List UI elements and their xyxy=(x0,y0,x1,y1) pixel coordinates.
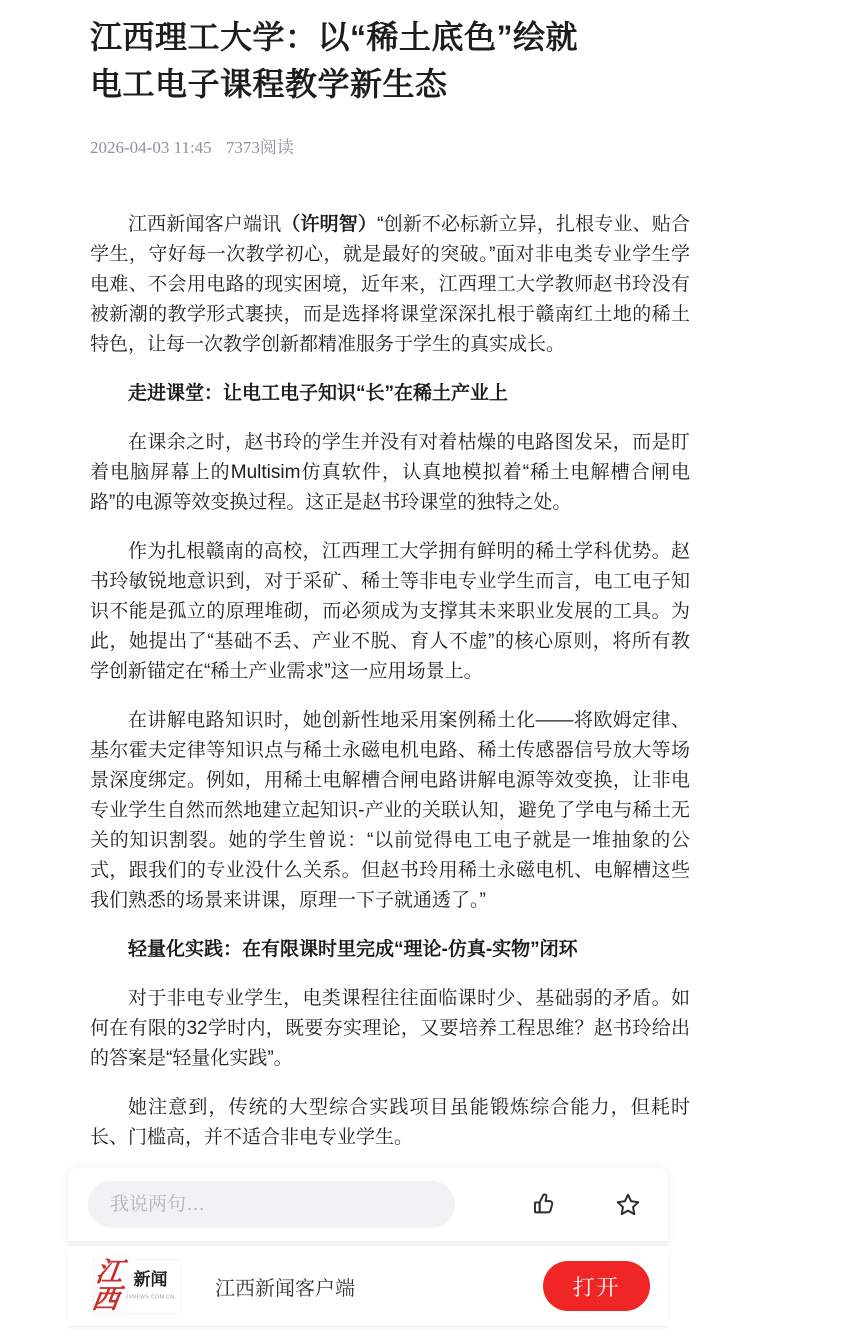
publish-datetime: 2026-04-03 11:45 xyxy=(90,138,212,157)
section-heading-2: 轻量化实践：在有限课时里完成“理论-仿真-实物”闭环 xyxy=(128,939,578,960)
paragraph1-author: （许明智） xyxy=(281,214,378,235)
article-paragraph: 对于非电专业学生，电类课程往往面临课时少、基础弱的矛盾。如何在有限的32学时内，既要夯实理论，又要培养工程思维？赵书玲给出的答案是“轻量化实践”。 xyxy=(90,988,690,1069)
logo-text-red: 江西 xyxy=(89,1257,123,1314)
star-icon xyxy=(614,1191,642,1219)
logo-text-dark: 新闻 xyxy=(133,1270,168,1290)
paragraph1-rest: “创新不必标新立异，扎根专业、贴合学生，守好每一次教学初心，就是最好的突破。”面对非电类专业学生学电难、不会用电路的现实困境，近年来，江西理工大学教师赵书玲没有被新潮的教学形式裹挟，而是选择将课堂深深扎根于赣南红土地的稀土特色，让每一次教学创新都精准服务于学生的真实成长。 xyxy=(90,214,690,355)
app-name: 江西新闻客户端 xyxy=(215,1277,355,1300)
favorite-button[interactable] xyxy=(614,1191,642,1219)
jxnews-logo xyxy=(89,1257,181,1314)
comment-bar xyxy=(68,1168,668,1241)
section-heading-1: 走进课堂：让电工电子知识“长”在稀土产业上 xyxy=(128,383,509,404)
article-paragraph: 作为扎根赣南的高校，江西理工大学拥有鲜明的稀土学科优势。赵书玲敏锐地意识到，对于采矿、稀土等非电专业学生而言，电工电子知识不能是孤立的原理堆砌，而必须成为支撑其未来职业发展的工具。为此，她提出了“基础不丢、产业不脱、育人不虚”的核心原则，将所有教学创新锚定在“稀土产业需求”这一应用场景上。 xyxy=(90,541,690,682)
page-title xyxy=(90,14,690,108)
article-paragraph xyxy=(90,210,690,360)
app-open-banner xyxy=(68,1246,668,1327)
fixed-bottom-overlay xyxy=(0,1168,854,1338)
article-paragraph: 在讲解电路知识时，她创新性地采用案例稀土化——将欧姆定律、基尔霍夫定律等知识点与稀土永磁电机电路、稀土传感器信号放大等场景深度绑定。例如，用稀土电解槽合闸电路讲解电源等效变换，让非电专业学生自然而然地建立起知识-产业的关联认知，避免了学电与稀土无关的知识割裂。她的学生曾说：“以前觉得电工电子就是一堆抽象的公式，跟我们的专业没什么关系。但赵书玲用稀土永磁电机、电解槽这些我们熟悉的场景来讲课，原理一下子就通透了。” xyxy=(90,710,690,911)
page-title-line1: 江西理工大学：以“稀土底色”绘就 xyxy=(90,19,579,55)
logo-subtext: -JXNEWS.COM.CN- xyxy=(125,1289,176,1301)
article-body xyxy=(90,210,690,1153)
article xyxy=(90,0,690,1172)
article-meta xyxy=(90,133,690,158)
paragraph1-lead: 江西新闻客户端讯 xyxy=(128,214,282,235)
thumbs-up-icon xyxy=(529,1191,556,1218)
article-paragraph: 在课余之时，赵书玲的学生并没有对着枯燥的电路图发呆，而是盯着电脑屏幕上的Multisim仿真软件，认真地模拟着“稀土电解槽合闸电路”的电源等效变换过程。这正是赵书玲课堂的独特之处。 xyxy=(90,432,690,513)
comment-input[interactable] xyxy=(88,1181,455,1228)
open-app-button[interactable]: 打开 xyxy=(543,1261,650,1311)
page-title-line2: 电工电子课程教学新生态 xyxy=(90,66,448,102)
like-button[interactable] xyxy=(528,1191,556,1219)
article-paragraph-clipped: 她注意到，传统的大型综合实践项目虽能锻炼综合能力，但耗时长、门槛高，并不适合非电专业学生。 xyxy=(90,1097,690,1148)
read-count: 7373阅读 xyxy=(225,138,294,157)
